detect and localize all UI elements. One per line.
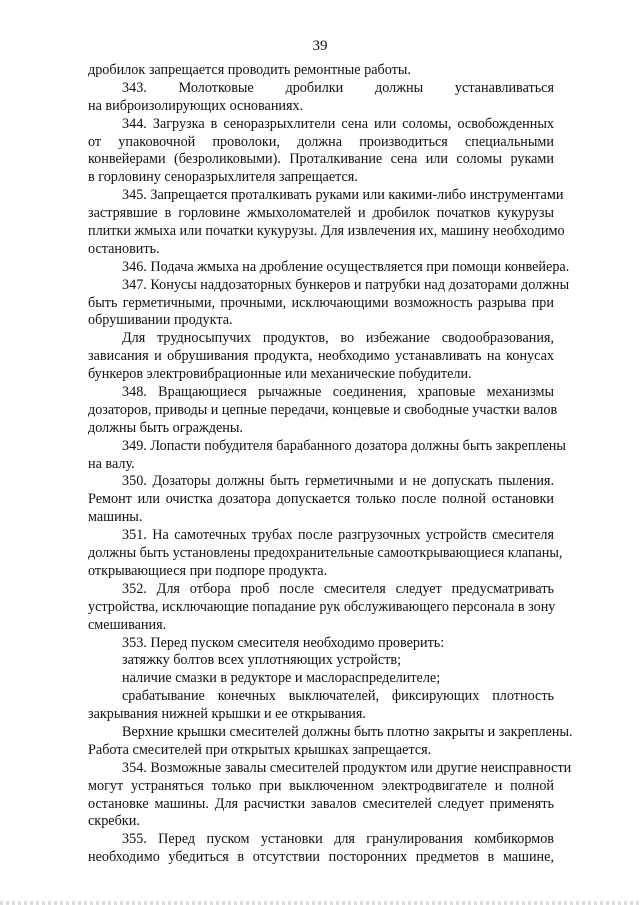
- text-line: закрывания нижней крышки и ее открывания.: [88, 706, 366, 723]
- text-line: должны быть установлены предохранительные самооткрывающиеся клапаны,: [88, 545, 563, 562]
- text-line: Для трудносыпучих продуктов, во избежание сводообразования,: [122, 330, 554, 347]
- text-line: 352. Для отбора проб после смесителя следует предусматривать: [122, 580, 554, 597]
- text-line: остановке машины. Для расчистки завалов смесителей следует применять: [88, 795, 554, 812]
- text-line: Работа смесителей при открытых крышках запрещается.: [88, 741, 432, 758]
- text-line: Ремонт или очистка дозатора допускается только после полной остановки: [88, 491, 554, 508]
- scan-bottom-edge: [0, 901, 640, 905]
- text-line: быть герметичными, прочными, исключающими возможность разрыва при: [88, 294, 554, 311]
- text-line: 344. Загрузка в сеноразрыхлители сена или соломы, освобожденных: [122, 115, 554, 132]
- text-line: конвейерами (безроликовыми). Проталкивание сена или соломы руками: [88, 151, 554, 168]
- text-line: смешивания.: [88, 616, 167, 633]
- text-line: дозаторов, приводы и цепные передачи, концевые и свободные участки валов: [88, 401, 558, 418]
- text-line: дробилок запрещается проводить ремонтные работы.: [88, 62, 411, 78]
- text-line: в горловину сеноразрыхлителя запрещается.: [88, 169, 358, 186]
- text-line: 353. Перед пуском смесителя необходимо проверить:: [122, 634, 445, 651]
- text-line: застрявшие в горловине жмыхоломателей и дробилок початков кукурузы: [88, 205, 554, 222]
- text-line: обрушивании продукта.: [88, 312, 233, 329]
- text-line: 346. Подача жмыха на дробление осуществляется при помощи конвейера.: [122, 258, 570, 275]
- text-line: 354. Возможные завалы смесителей продуктом или другие неисправности: [122, 759, 572, 776]
- text-line: 345. Запрещается проталкивать руками или какими-либо инструментами: [122, 187, 564, 204]
- text-line: 351. На самотечных трубах после разгрузочных устройств смесителя: [122, 527, 554, 544]
- text-line: бункеров электровибрационные или механические побудители.: [88, 366, 472, 383]
- text-line: 355. Перед пуском установки для гранулирования комбикормов: [122, 831, 554, 848]
- text-line: 349. Лопасти побудителя барабанного дозатора должны быть закреплены: [122, 437, 566, 454]
- text-line: должны быть ограждены.: [88, 419, 243, 436]
- text-line: машины.: [88, 509, 143, 526]
- text-line: 350. Дозаторы должны быть герметичными и не допускать пыления.: [122, 473, 554, 490]
- page-number: 39: [312, 38, 328, 54]
- text-line: срабатывание конечных выключателей, фиксирующих плотность: [122, 688, 554, 705]
- text-line: от упаковочной проволоки, должна производиться специальными: [88, 133, 554, 150]
- text-line: 347. Конусы наддозаторных бункеров и патрубки над дозаторами должны: [122, 276, 570, 293]
- text-line: 348. Вращающиеся рычажные соединения, храповые механизмы: [122, 384, 554, 401]
- text-line: на валу.: [88, 455, 135, 472]
- document-body-text: [88, 62, 573, 867]
- text-line: остановить.: [88, 240, 160, 257]
- text-line: открывающиеся при подпоре продукта.: [88, 562, 328, 579]
- text-line: могут устраняться только при выключенном электродвигателе и полной: [88, 777, 554, 794]
- text-line: 343. Молотковые дробилки должны устанавливаться: [122, 79, 554, 96]
- text-line: на виброизолирующих основаниях.: [88, 97, 304, 114]
- text-line: необходимо убедиться в отсутствии посторонних предметов в машине,: [88, 849, 554, 866]
- text-line: скребки.: [88, 813, 140, 830]
- text-line: плитки жмыха или початки кукурузы. Для извлечения их, машину необходимо: [88, 223, 565, 240]
- text-line: устройства, исключающие попадание рук обслуживающего персонала в зону: [88, 598, 556, 615]
- text-line: зависания и обрушивания продукта, необходимо устанавливать на конусах: [88, 348, 554, 365]
- text-line: наличие смазки в редукторе и маслораспределителе;: [122, 670, 441, 687]
- text-line: Верхние крышки смесителей должны быть плотно закрыты и закреплены.: [122, 723, 573, 740]
- text-line: затяжку болтов всех уплотняющих устройств;: [122, 652, 402, 669]
